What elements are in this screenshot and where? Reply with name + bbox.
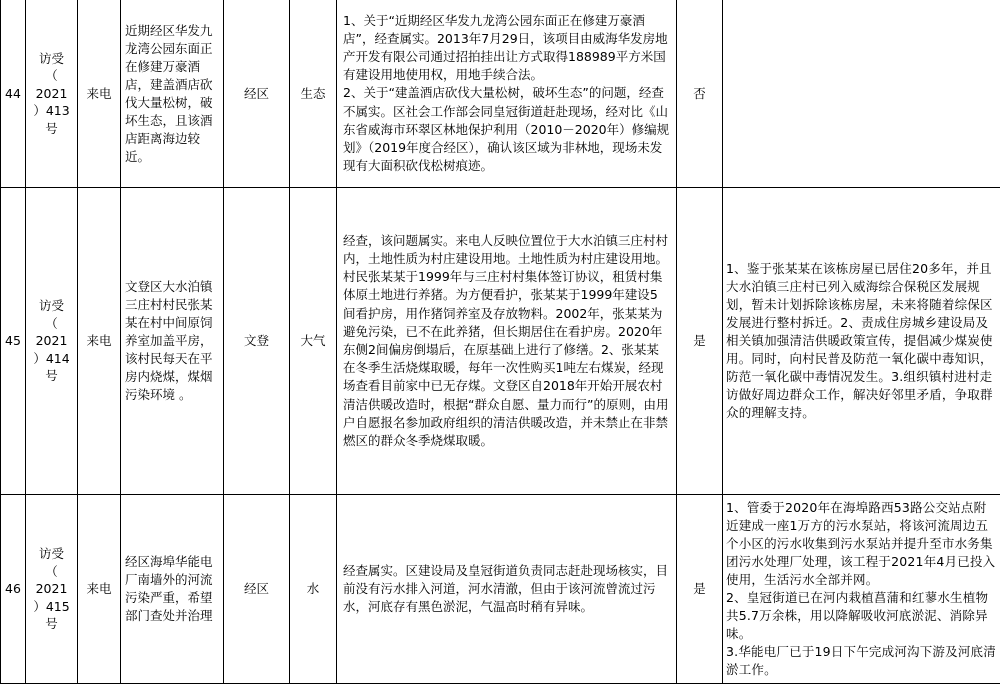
verified-flag: 否 xyxy=(677,0,723,188)
case-id: 访受 （ 2021 ）415 号 xyxy=(26,495,78,684)
verified-flag: 是 xyxy=(677,495,723,684)
investigation-result: 1、关于“近期经区华发九龙湾公园东面正在修建万豪酒店”，经查属实。2013年7月29日，该项目由威海华发房地产开发有限公司通过招拍挂出让方式取得188989平方米国有建设用地使用权，用地手续合法。 2、关于“建盖酒店砍伐大量松树，破坏生态”的问题，经查不属实。区社会工作部会同皇冠街道赶赴现场，经对比《山东省威海市环翠区林地保护利用（2010－2020年）修编规划》（2019年度合经区），确认该区域为非林地，现场未发现有大面积砍伐松树痕迹。 xyxy=(337,0,677,188)
table-row xyxy=(1,188,1000,495)
investigation-result: 经查属实。区建设局及皇冠街道负责同志赶赴现场核实，目前没有污水排入河道，河水清澈，但由于该河流曾流过污水，河底存有黑色淤泥，气温高时稍有异味。 xyxy=(337,495,677,684)
row-number: 44 xyxy=(1,0,26,188)
complaint-summary: 近期经区华发九龙湾公园东面正在修建万豪酒店，建盖酒店砍伐大量松树，破坏生态，且该酒店距离海边较近。 xyxy=(121,0,224,188)
pollution-category: 水 xyxy=(290,495,337,684)
table-row xyxy=(1,0,1000,188)
remediation-measures xyxy=(723,0,1000,188)
source-channel: 来电 xyxy=(78,188,121,495)
district: 经区 xyxy=(224,0,290,188)
case-id: 访受 （ 2021 ）413 号 xyxy=(26,0,78,188)
source-channel: 来电 xyxy=(78,0,121,188)
pollution-category: 大气 xyxy=(290,188,337,495)
remediation-measures: 1、管委于2020年在海埠路西53路公交站点附近建成一座1万方的污水泵站，将该河流周边五个小区的污水收集到污水泵站并提升至市水务集团污水处理厂处理，该工程于2021年4月已投入使用，生活污水全部并网。 2、皇冠街道已在河内栽植菖蒲和红蓼水生植物共5.7万余株，用以降解吸收河底淤泥、消除异味。 3.华能电厂已于19日下午完成河沟下游及河底清淤工作。 xyxy=(723,495,1000,684)
source-channel: 来电 xyxy=(78,495,121,684)
verified-flag: 是 xyxy=(677,188,723,495)
table-row xyxy=(1,495,1000,684)
remediation-measures: 1、鉴于张某某在该栋房屋已居住20多年，并且大水泊镇三庄村已列入威海综合保税区发展规划，暂未计划拆除该栋房屋，未来将随着综保区发展进行整村拆迁。2、责成住房城乡建设局及相关镇加强清洁供暖政策宣传，提倡减少煤炭使用。同时，向村民普及防范一氧化碳中毒知识，防范一氧化碳中毒情况发生。3.组织镇村进村走访做好周边群众工作，解决好邻里矛盾，争取群众的理解支持。 xyxy=(723,188,1000,495)
complaint-summary: 经区海埠华能电厂南墙外的河流污染严重，希望部门查处并治理 xyxy=(121,495,224,684)
pollution-category: 生态 xyxy=(290,0,337,188)
district: 经区 xyxy=(224,495,290,684)
complaint-summary: 文登区大水泊镇三庄村村民张某某在村中间原饲养室加盖平房，该村民每天在平房内烧煤，煤烟污染环境 。 xyxy=(121,188,224,495)
row-number: 45 xyxy=(1,188,26,495)
investigation-result: 经查，该问题属实。来电人反映位置位于大水泊镇三庄村村内，土地性质为村庄建设用地。土地性质为村庄建设用地。村民张某某于1999年与三庄村村集体签订协议，租赁村集体原土地进行养猪。为方便看护，张某某于1999年建设5间看护房，用作猪饲养室及存放物料。2002年，张某某为避免污染，已不在此养猪，但长期居住在看护房。2020年东侧2间偏房倒塌后，在原基础上进行了修缮。2、张某某在冬季生活烧煤取暖，每年一次性购买1吨左右煤炭，经现场查看目前家中已无存煤。文登区自2018年开始开展农村清洁供暖改造时，根据“群众自愿、量力而行”的原则，由用户自愿报名参加政府组织的清洁供暖改造，并未禁止在非禁燃区的群众冬季烧煤取暖。 xyxy=(337,188,677,495)
row-number: 46 xyxy=(1,495,26,684)
district: 文登 xyxy=(224,188,290,495)
case-id: 访受 （ 2021 ）414 号 xyxy=(26,188,78,495)
